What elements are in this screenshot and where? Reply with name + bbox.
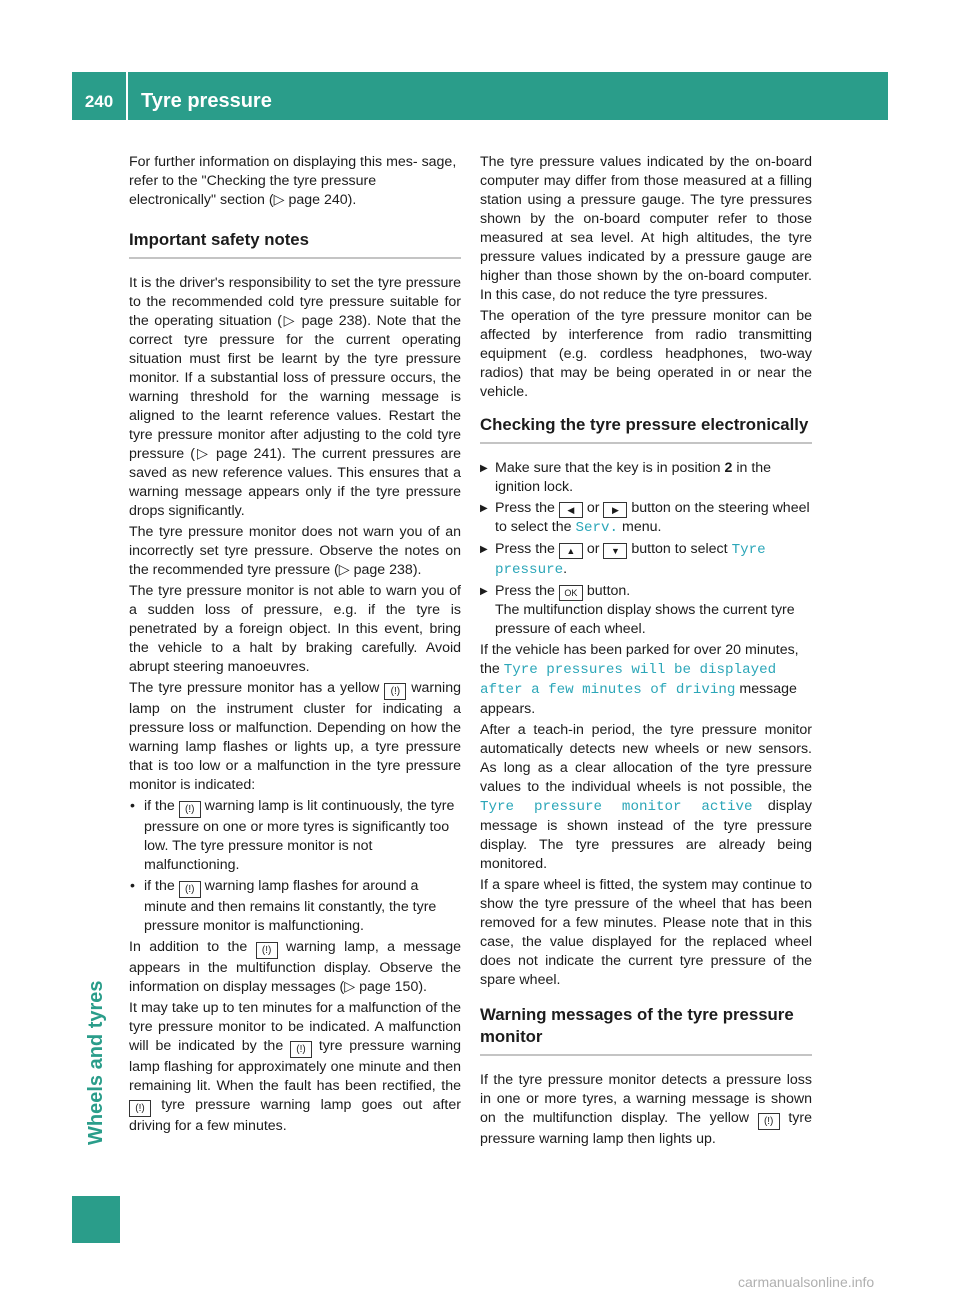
step-arrow-icon: ▶ (480, 544, 488, 555)
right-paragraph-6: If the tyre pressure monitor detects a pressure loss in one or more tyres, a warning message is shown on the multifunction display. The yellow (!) tyre pressure warning lamp then lights up. (480, 1072, 812, 1147)
safety-paragraph-2: The tyre pressure monitor does not warn you of an incorrectly set tyre pressure. Observe the notes on the recommended tyre pressure (▷ page 238). (129, 524, 461, 578)
right-button-icon: ▶ (603, 502, 627, 518)
ref-arrow-icon: ▷ (194, 446, 210, 462)
safety-paragraph-1: It is the driver's responsibility to set the tyre pressure to the recommended cold tyre pressure suitable for the operating situation (▷ page 238). Note that the correct tyre pressure for the current operating situation must first be learnt by the tyre pressure monitor. If a substantial loss of pressure occurs, the warning threshold for the warning message is aligned to the learnt reference values. Restart the tyre pressure monitor after adjusting to the cold tyre pressure (▷ page 241). The current pressures are saved as new reference values. This ensures that a warning message appears only if the tyre pressure drops significantly. (129, 275, 461, 519)
section-title: Tyre pressure (141, 90, 272, 112)
step-item: ▶ Press the ◀ or ▶ button on the steering wheel to select the Serv. menu. (480, 500, 810, 536)
display-message-tyre-pressures-will-be-displayed: Tyre pressures will be displayed after a few minutes of driving (480, 662, 777, 698)
header-divider (126, 72, 128, 120)
safety-paragraph-5: In addition to the (!) warning lamp, a message appears in the multifunction display. Observe the information on display messages (▷ page 150). (129, 939, 461, 995)
display-message-tyre-pressure-monitor-active: Tyre pressure monitor active (480, 799, 753, 815)
step-item: ▶ Press the OK button. The multifunction display shows the current tyre pressure of each wheel. (480, 583, 795, 637)
safety-paragraph-6: It may take up to ten minutes for a malfunction of the tyre pressure monitor to be indicated. A malfunction will be indicated by the (!) tyre pressure warning lamp flashing for approximately one minute and then remaining lit. When the fault has been rectified, the (!) tyre pressure warning lamp goes out after driving for a few minutes. (129, 1000, 461, 1134)
right-column (480, 153, 812, 1151)
ref-arrow-icon: ▷ (273, 192, 285, 208)
right-paragraph-1: The tyre pressure values indicated by the on-board computer may differ from those measured at a filling station using a pressure gauge. The tyre pressures shown by the on-board computer refer to those measured at sea level. At high altitudes, the tyre pressure values indicated by a pressure gauge are higher than those shown by the on-board computer. In this case, do not reduce the tyre pressures. (480, 154, 812, 303)
right-paragraph-2: The operation of the tyre pressure monitor can be affected by interference from radio transmitting equipment (e.g. cordless headphones, two-way radios) that may be being operated in or near the vehicle. (480, 308, 812, 400)
step-arrow-icon: ▶ (480, 463, 488, 474)
menu-name-serv: Serv. (575, 520, 619, 536)
safety-paragraph-3: The tyre pressure monitor is not able to warn you of a sudden loss of pressure, e.g. if the tyre is penetrated by a foreign object. In this event, bring the vehicle to a halt by braking carefully. Avoid abrupt steering manoeuvres. (129, 583, 461, 675)
tyre-pressure-warning-lamp-icon: (!) (256, 942, 278, 959)
right-paragraph-5: If a spare wheel is fitted, the system may continue to show the tyre pressure of the wheel that has been removed for a few minutes. Please note that in this case, the value displayed for the replaced wheel does not indicate the current tyre pressure of the spare wheel. (480, 877, 812, 988)
heading-warning-messages: Warning messages of the tyre pressure monitor (480, 1004, 812, 1056)
tyre-pressure-warning-lamp-icon: (!) (129, 1100, 151, 1117)
step-item: ▶ Make sure that the key is in position 2 in the ignition lock. (480, 460, 772, 495)
tyre-pressure-warning-lamp-icon: (!) (179, 801, 201, 818)
tyre-pressure-warning-lamp-icon: (!) (384, 683, 406, 700)
right-paragraph-4: After a teach-in period, the tyre pressure monitor automatically detects new wheels or new sensors. As long as a clear allocation of the tyre pressure values to the individual wheels is not possible, the Tyre pressure monitor active display message is shown instead of the tyre pressure display. The tyre pressures are already being monitored. (480, 722, 813, 872)
right-paragraph-3: If the vehicle has been parked for over 20 minutes, the Tyre pressures will be displayed after a few minutes of driving message appears. (480, 642, 799, 717)
watermark: carmanualsonline.info (738, 1274, 875, 1290)
tyre-pressure-warning-lamp-icon: (!) (758, 1113, 780, 1130)
safety-paragraph-4: The tyre pressure monitor has a yellow (!) warning lamp on the instrument cluster for indicating a pressure loss or malfunction. Depending on how the warning lamp flashes or lights up, a tyre pressure that is too low or a malfunction in the tyre pressure monitor is indicated: (129, 680, 461, 793)
ok-button-icon: OK (559, 585, 583, 601)
ref-arrow-icon: ▷ (338, 562, 350, 578)
side-tab-marker (72, 1196, 120, 1243)
step-arrow-icon: ▶ (480, 586, 488, 597)
menu-item-tyre-pressure: Tyre pressure (495, 542, 766, 578)
side-tab-label: Wheels and tyres (85, 980, 107, 1145)
left-column (129, 153, 461, 1138)
heading-important-safety-notes: Important safety notes (129, 229, 461, 259)
heading-checking-electronically: Checking the tyre pressure electronically (480, 414, 812, 444)
ref-arrow-icon: ▷ (282, 313, 297, 329)
page-number: 240 (84, 92, 114, 111)
bullet-item: • if the (!) warning lamp is lit continuously, the tyre pressure on one or more tyres is significantly too low. The tyre pressure monitor is not malfunctioning. (129, 797, 461, 875)
step-arrow-icon: ▶ (480, 503, 488, 514)
tyre-pressure-warning-lamp-icon: (!) (290, 1041, 312, 1058)
bullet-item: • if the (!) warning lamp flashes for around a minute and then remains lit constantly, the tyre pressure monitor is malfunctioning. (129, 877, 461, 936)
up-button-icon: ▲ (559, 543, 583, 559)
down-button-icon: ▼ (603, 543, 627, 559)
intro-paragraph: For further information on displaying this mes- sage, refer to the "Checking the tyre pressure electronically" section (▷ page 240). (129, 154, 457, 208)
tyre-pressure-warning-lamp-icon: (!) (179, 881, 201, 898)
left-button-icon: ◀ (559, 502, 583, 518)
ref-arrow-icon: ▷ (344, 979, 356, 995)
step-item: ▶ Press the ▲ or ▼ button to select Tyre pressure. (480, 541, 766, 578)
